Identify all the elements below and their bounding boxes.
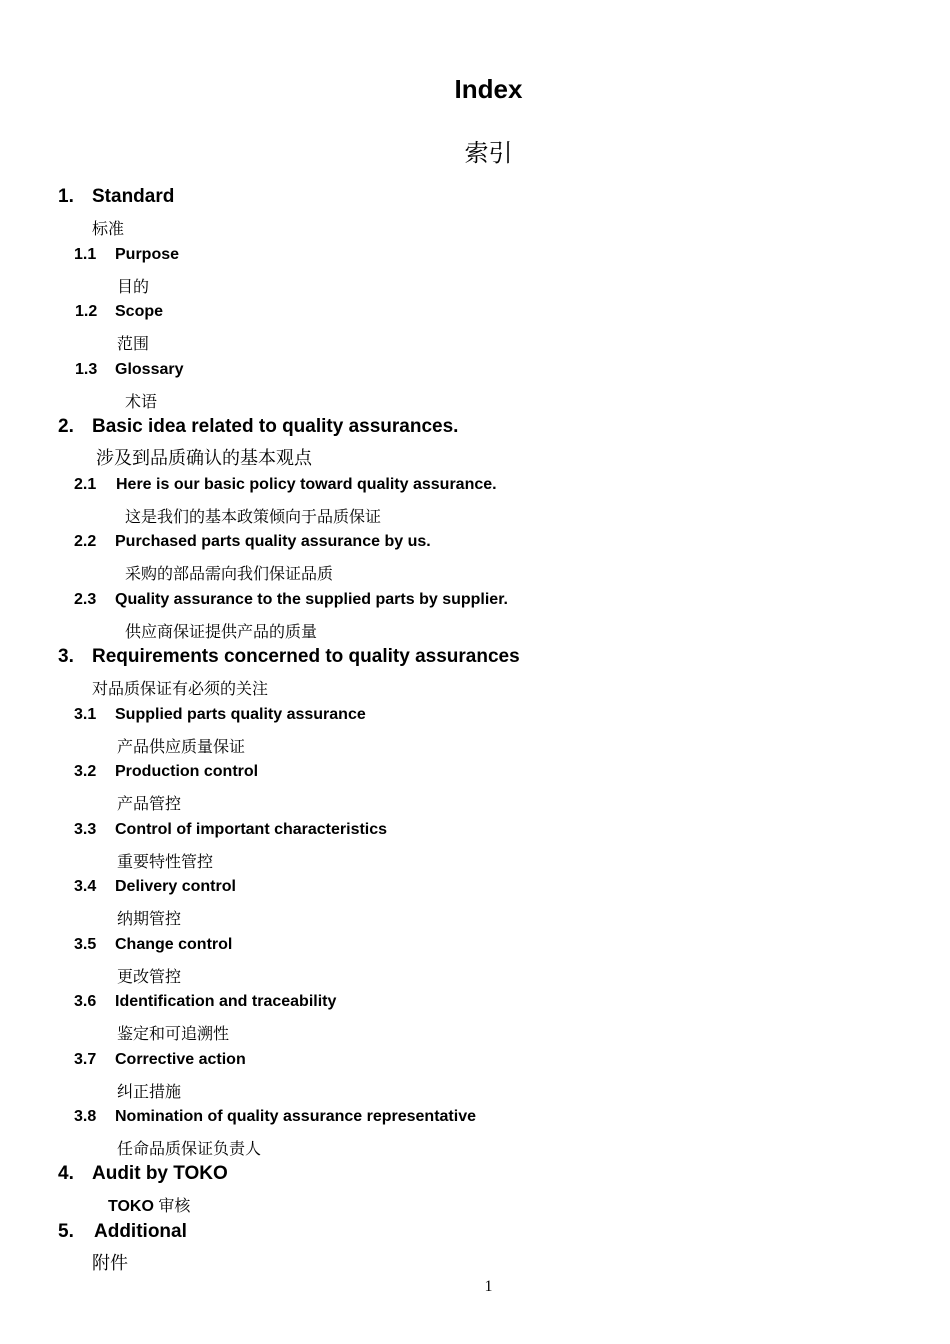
item-1-3-title: Glossary bbox=[115, 361, 184, 378]
item-3-1-number: 3.1 bbox=[74, 706, 97, 723]
item-1-3-number: 1.3 bbox=[75, 361, 98, 378]
item-1-1-zh: 目的 bbox=[117, 277, 150, 296]
item-3-7-number: 3.7 bbox=[74, 1051, 97, 1068]
item-3-3-zh: 重要特性管控 bbox=[117, 852, 214, 871]
item-3-1-title: Supplied parts quality assurance bbox=[115, 706, 366, 723]
section-1-zh: 标准 bbox=[92, 219, 125, 238]
page-number: 1 bbox=[484, 1278, 493, 1295]
item-3-8-title: Nomination of quality assurance representative bbox=[115, 1108, 476, 1125]
item-3-6-title: Identification and traceability bbox=[115, 993, 337, 1010]
section-5-zh: 附件 bbox=[92, 1253, 128, 1274]
item-3-5-zh: 更改管控 bbox=[117, 967, 182, 986]
item-3-6-number: 3.6 bbox=[74, 993, 97, 1010]
item-2-2-title: Purchased parts quality assurance by us. bbox=[115, 533, 431, 550]
section-3-title: Requirements concerned to quality assurances bbox=[92, 646, 520, 667]
item-1-2-title: Scope bbox=[115, 303, 164, 320]
item-1-2-number: 1.2 bbox=[75, 303, 98, 320]
section-4-number: 4. bbox=[58, 1163, 74, 1184]
item-3-1-zh: 产品供应质量保证 bbox=[117, 737, 246, 756]
section-3-zh: 对品质保证有必须的关注 bbox=[92, 679, 269, 698]
item-2-2-zh: 采购的部品需向我们保证品质 bbox=[125, 564, 334, 583]
item-2-1-title: Here is our basic policy toward quality assurance. bbox=[116, 476, 497, 493]
item-3-5-number: 3.5 bbox=[74, 936, 97, 953]
section-1-title: Standard bbox=[92, 186, 175, 207]
item-1-3-zh: 术语 bbox=[125, 392, 158, 411]
item-1-1-number: 1.1 bbox=[74, 246, 97, 263]
item-3-3-number: 3.3 bbox=[74, 821, 97, 838]
item-2-1-zh: 这是我们的基本政策倾向于品质保证 bbox=[125, 507, 382, 526]
item-3-8-number: 3.8 bbox=[74, 1108, 97, 1125]
item-3-2-title: Production control bbox=[115, 763, 259, 780]
item-1-2-zh: 范围 bbox=[117, 334, 150, 353]
item-3-6-zh: 鉴定和可追溯性 bbox=[117, 1024, 230, 1043]
section-5-title: Additional bbox=[94, 1221, 187, 1242]
section-4-zh-prefix: TOKO bbox=[108, 1198, 154, 1215]
section-4-zh: 审核 bbox=[158, 1196, 191, 1215]
item-3-2-number: 3.2 bbox=[74, 763, 97, 780]
section-5-number: 5. bbox=[58, 1221, 74, 1242]
item-3-3-title: Control of important characteristics bbox=[115, 821, 388, 838]
item-3-4-zh: 纳期管控 bbox=[117, 909, 182, 928]
section-4-title: Audit by TOKO bbox=[92, 1163, 228, 1184]
section-2-number: 2. bbox=[58, 416, 74, 437]
item-3-4-title: Delivery control bbox=[115, 878, 236, 895]
item-3-7-zh: 纠正措施 bbox=[117, 1082, 182, 1101]
item-3-2-zh: 产品管控 bbox=[117, 794, 182, 813]
item-2-3-zh: 供应商保证提供产品的质量 bbox=[125, 622, 318, 641]
item-3-4-number: 3.4 bbox=[74, 878, 97, 895]
item-3-8-zh: 任命品质保证负责人 bbox=[117, 1139, 262, 1158]
section-2-title: Basic idea related to quality assurances. bbox=[92, 416, 459, 437]
section-3-number: 3. bbox=[58, 646, 74, 667]
section-1-number: 1. bbox=[58, 186, 74, 207]
page-title-zh: 索引 bbox=[464, 139, 513, 167]
item-2-3-title: Quality assurance to the supplied parts by supplier. bbox=[115, 591, 508, 608]
item-3-7-title: Corrective action bbox=[115, 1051, 246, 1068]
item-2-3-number: 2.3 bbox=[74, 591, 97, 608]
section-4-zh-line bbox=[108, 1193, 190, 1216]
section-2-zh: 涉及到品质确认的基本观点 bbox=[96, 448, 312, 469]
item-3-5-title: Change control bbox=[115, 936, 233, 953]
item-1-1-title: Purpose bbox=[115, 246, 180, 263]
item-2-2-number: 2.2 bbox=[74, 533, 97, 550]
page-title: Index bbox=[454, 74, 523, 104]
item-2-1-number: 2.1 bbox=[74, 476, 97, 493]
